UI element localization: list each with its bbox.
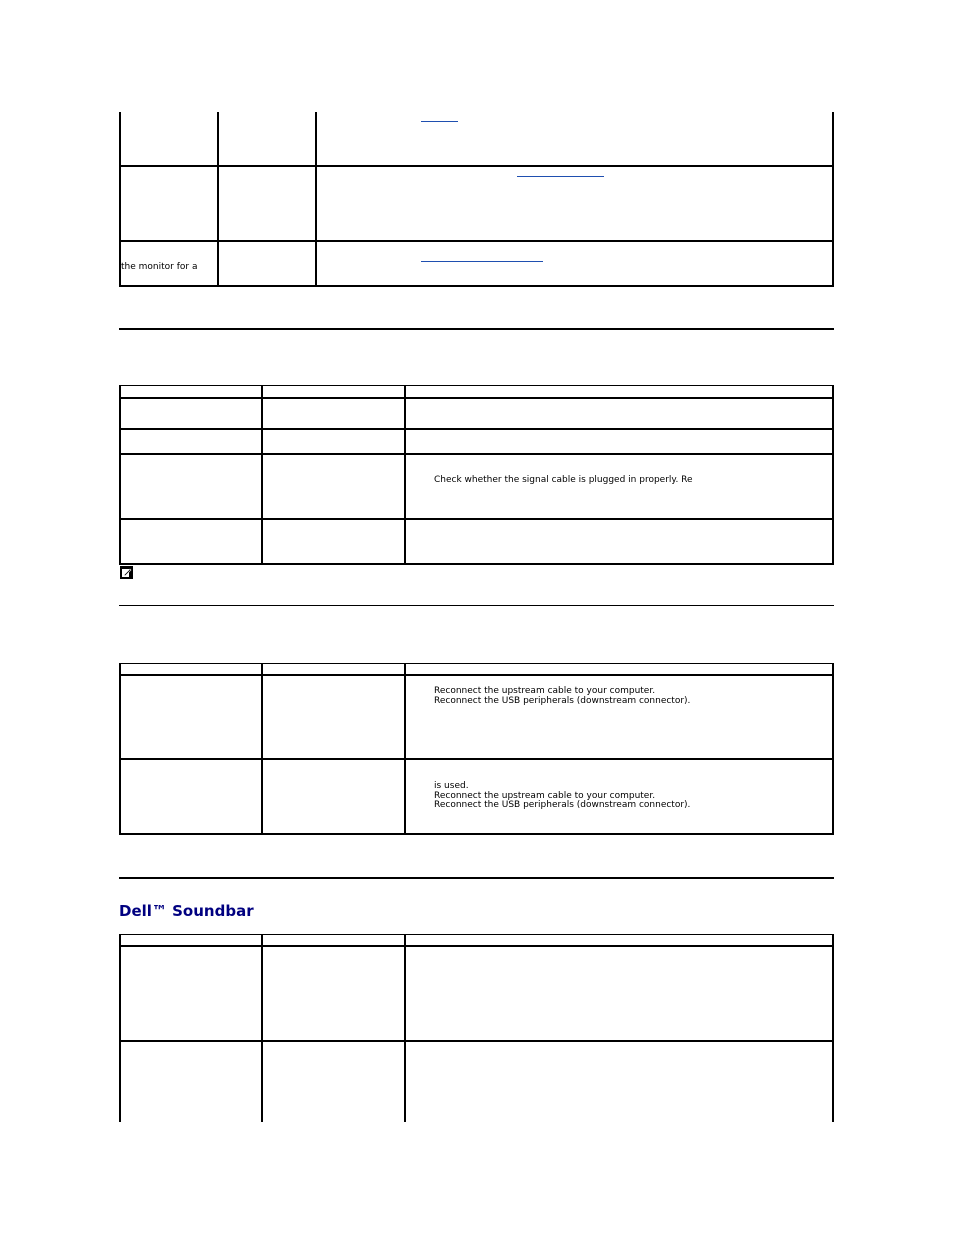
- table-border: [119, 674, 834, 676]
- table-border: [832, 934, 834, 1122]
- table-border: [119, 934, 121, 1122]
- table-cell-text: Check whether the signal cable is plugged in properly. Re: [434, 475, 693, 485]
- table-link[interactable]: [421, 261, 543, 262]
- section-divider: [119, 877, 834, 879]
- table-border: [119, 385, 834, 386]
- table-cell-text: Reconnect the USB peripherals (downstream connector).: [434, 800, 691, 810]
- table-cell-text: the monitor for a: [121, 262, 198, 272]
- table-border: [832, 663, 834, 835]
- table-border: [119, 663, 121, 835]
- table-border: [832, 112, 834, 286]
- table-border: [217, 112, 219, 286]
- table-border: [119, 758, 834, 760]
- table-border: [832, 385, 834, 565]
- section-divider: [119, 605, 834, 606]
- table-border: [119, 165, 834, 167]
- section-heading-soundbar: Dell™ Soundbar: [119, 902, 254, 920]
- table-border: [261, 663, 263, 835]
- table-cell-text: is used.: [434, 781, 469, 791]
- table-border: [119, 428, 834, 430]
- table-border: [119, 1040, 834, 1042]
- table-border: [404, 934, 406, 1122]
- table-border: [119, 397, 834, 399]
- table-border: [119, 285, 834, 287]
- table-link[interactable]: [517, 176, 604, 177]
- table-border: [261, 934, 263, 1122]
- table-border: [119, 934, 834, 935]
- note-pencil-icon: [120, 566, 133, 579]
- table-border: [119, 112, 121, 286]
- table-border: [119, 518, 834, 520]
- table-border: [261, 385, 263, 565]
- table-border: [404, 663, 406, 835]
- table-cell-text: Reconnect the upstream cable to your computer.: [434, 791, 656, 801]
- table-border: [119, 945, 834, 947]
- table-border: [119, 563, 834, 565]
- table-border: [404, 385, 406, 565]
- table-border: [119, 453, 834, 455]
- section-divider: [119, 328, 834, 330]
- table-border: [119, 240, 834, 242]
- table-border: [119, 663, 834, 664]
- table-link[interactable]: [421, 121, 458, 122]
- table-cell-text: Reconnect the upstream cable to your computer.: [434, 686, 656, 696]
- table-cell-text: Reconnect the USB peripherals (downstream connector).: [434, 696, 691, 706]
- table-border: [119, 833, 834, 835]
- table-border: [315, 112, 317, 286]
- table-border: [119, 385, 121, 565]
